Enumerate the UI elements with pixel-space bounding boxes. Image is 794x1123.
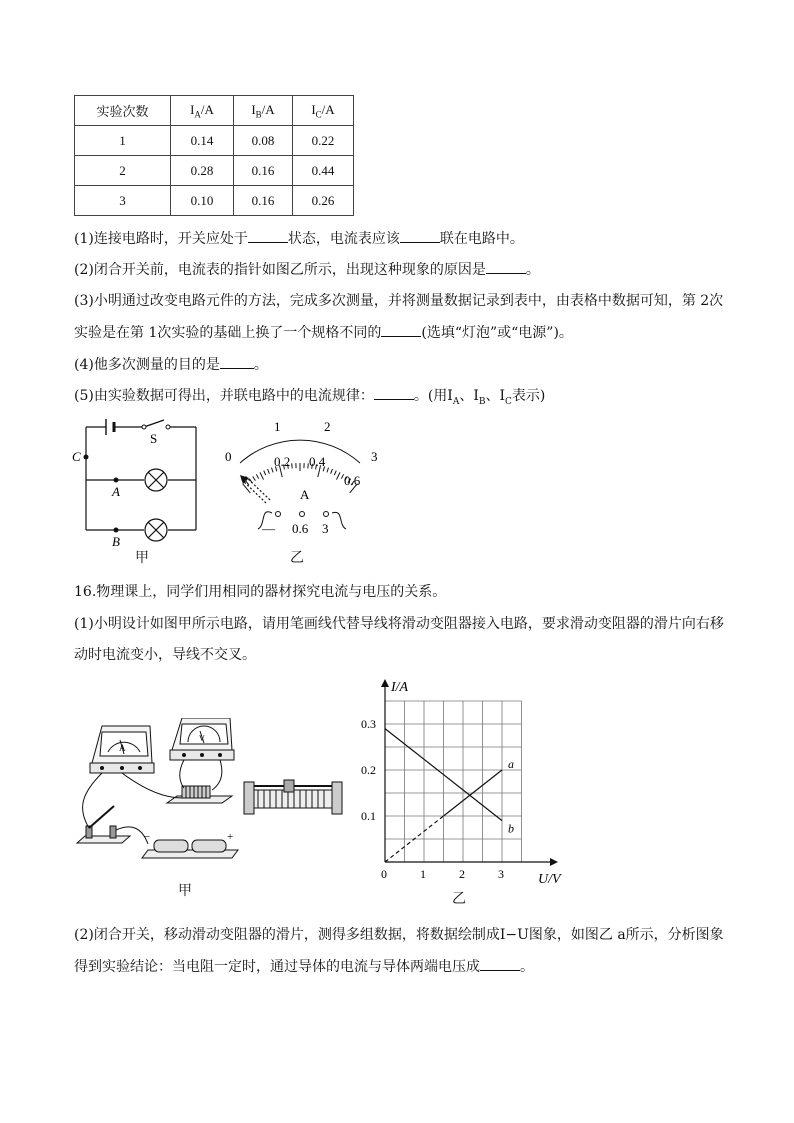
y-tick-label: 0.2 xyxy=(361,763,376,777)
svg-text:+: + xyxy=(227,831,234,843)
table-cell: 0.28 xyxy=(171,156,234,186)
table-cell: 2 xyxy=(75,156,171,186)
scale-label: 0.4 xyxy=(309,454,326,469)
q15-part2: (2)闭合开关前，电流表的指针如图乙所示，出现这种现象的原因是 。 xyxy=(74,259,540,280)
q16-part2-line2: 得到实验结论：当电阻一定时，通过导体的电流与导体两端电压成 。 xyxy=(74,956,534,977)
q16-title: 16.物理课上，同学们用相同的器材探究电流与电压的关系。 xyxy=(74,584,447,600)
x-tick-label: 0 xyxy=(381,867,387,881)
y-tick-label: 0.1 xyxy=(361,809,376,823)
scale-label: 0.6 xyxy=(344,473,361,488)
dial-tick xyxy=(327,468,329,473)
q15-part4: (4)他多次测量的目的是 。 xyxy=(74,354,268,375)
scale-label: 0 xyxy=(225,449,232,464)
voltmeter-icon xyxy=(170,718,234,760)
dial-tick xyxy=(256,474,258,478)
table-cell: 0.16 xyxy=(234,156,293,186)
resistor-icon xyxy=(167,786,232,803)
x-tick-label: 1 xyxy=(420,867,426,881)
scale-label: 0.2 xyxy=(274,454,291,469)
q15-part1: (1)连接电路时，开关应处于 状态，电流表应该 联在电路中。 xyxy=(74,228,524,249)
unit-label: A xyxy=(300,487,310,502)
ammeter-dial xyxy=(220,415,390,550)
table-row xyxy=(75,186,354,216)
table-header-cell: $I_A/A$ xyxy=(171,96,234,126)
scale-label: 3 xyxy=(371,449,378,464)
dial-tick xyxy=(268,469,270,474)
q16-part1-line2: 动时电流变小，导线不交叉。 xyxy=(74,647,256,663)
dial-tick xyxy=(260,472,264,479)
q15-part3-line1: (3)小明通过改变电路元件的方法，完成多次测量，并将测量数据记录到表中，由表格中数据可知，第 2次 xyxy=(74,293,724,309)
figure-caption: 甲 xyxy=(178,883,192,899)
table-cell: 0.08 xyxy=(234,126,293,156)
answer-blank[interactable] xyxy=(381,322,421,337)
battery-icon xyxy=(142,831,238,858)
terminal-icon xyxy=(324,512,329,517)
terminal-label: 3 xyxy=(322,521,329,536)
label-s: S xyxy=(150,431,158,446)
answer-blank[interactable] xyxy=(486,259,526,274)
x-axis-label: U/V xyxy=(538,872,561,885)
answer-blank[interactable] xyxy=(374,385,414,400)
figure-caption: 乙 xyxy=(290,550,304,566)
dial-tick xyxy=(246,481,249,485)
apparatus-figure xyxy=(72,718,352,868)
x-tick-label: 2 xyxy=(459,867,465,881)
q15-part3-line2: 实验是在第 1次实验的基础上换了一个规格不同的 (选填“灯泡”或“电源”)。 xyxy=(74,322,573,343)
switch-icon xyxy=(77,806,130,843)
iu-chart xyxy=(350,675,570,885)
answer-blank[interactable] xyxy=(248,228,288,243)
x-tick-label: 3 xyxy=(498,867,504,881)
ammeter-icon xyxy=(90,726,154,773)
answer-blank[interactable] xyxy=(480,956,520,971)
series-a-label: a xyxy=(508,757,514,771)
scale-label: 1 xyxy=(274,419,281,434)
figure-caption: 甲 xyxy=(135,550,149,566)
table-cell: 0.26 xyxy=(293,186,354,216)
terminal-label: 0.6 xyxy=(292,521,309,536)
table-cell: 0.14 xyxy=(171,126,234,156)
label-a: A xyxy=(112,484,120,499)
table-row xyxy=(75,126,354,156)
dial-tick xyxy=(334,471,336,476)
y-tick-label: 0.3 xyxy=(361,717,376,731)
table-cell: 3 xyxy=(75,186,171,216)
table-row xyxy=(75,156,354,186)
label-c: C xyxy=(72,449,81,464)
series-b-label: b xyxy=(508,821,514,836)
table-header-cell: 实验次数 xyxy=(75,96,171,126)
table-cell: 0.44 xyxy=(293,156,354,186)
rheostat-icon xyxy=(244,780,342,814)
table-cell: 0.16 xyxy=(234,186,293,216)
data-table xyxy=(74,95,354,216)
svg-text:−: − xyxy=(144,831,151,843)
q16-part2-line1: (2)闭合开关，移动滑动变阻器的滑片，测得多组数据，将数据绘制成I−U图象，如图乙 a所示，分析图象 xyxy=(74,927,724,943)
dial-tick xyxy=(253,476,256,480)
dial-tick xyxy=(336,472,340,479)
dial-tick xyxy=(264,471,266,476)
svg-text:V: V xyxy=(199,734,205,743)
figure-caption: 乙 xyxy=(452,891,466,907)
table-header-row xyxy=(75,96,354,126)
table-header-cell: $I_C/A$ xyxy=(293,96,354,126)
svg-text:A: A xyxy=(119,743,126,753)
table-cell: 0.22 xyxy=(293,126,354,156)
scale-label: 2 xyxy=(324,419,331,434)
answer-blank[interactable] xyxy=(220,354,254,369)
answer-blank[interactable] xyxy=(400,228,440,243)
table-cell: 1 xyxy=(75,126,171,156)
y-axis-label: I/A xyxy=(391,680,409,695)
terminal-label: — xyxy=(262,521,275,536)
label-b: B xyxy=(112,534,120,549)
switch-icon xyxy=(166,425,170,429)
dial-tick xyxy=(331,469,333,474)
dial-tick xyxy=(271,468,273,473)
q16-part1-line1: (1)小明设计如图甲所示电路，请用笔画线代替导线将滑动变阻器接入电路，要求滑动变阻器的滑片向右移 xyxy=(74,616,724,632)
dial-tick xyxy=(243,484,251,493)
table-cell: 0.10 xyxy=(171,186,234,216)
q15-part5: (5)由实验数据可得出，并联电路中的电流规律： 。(用$I_A$、$I_B$、$I_C$表示) xyxy=(74,385,545,412)
table-header-cell: $I_B/A$ xyxy=(234,96,293,126)
